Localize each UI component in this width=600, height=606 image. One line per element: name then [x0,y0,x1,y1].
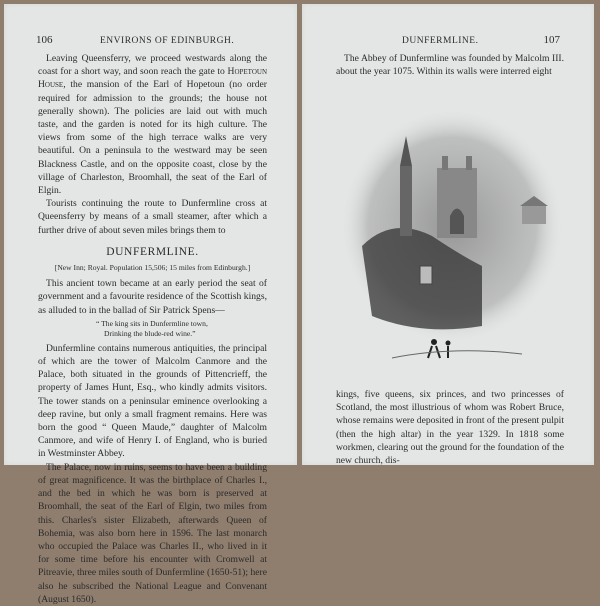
paragraph: The Palace, now in ruins, seems to have been a building of great magnificence. It was the birthplace of Charles I., and the bed in which he was born is preserved at Broomhall, the seat of the Earl of Elgin, two miles from this. Charles's sister Elizabeth, afterwards Queen of Bohemia, was also born here in 1596. The last monarch who occupied the Palace was Charles II., who lived in it for some time before his encounter with Cromwell at Pitreavie, three miles south of Dunfermline (1650-51); here also he subscribed the National League and Convenant (August 1650). [38,461,267,605]
left-page [4,4,297,605]
running-head: ENVIRONS OF EDINBURGH. [100,36,235,46]
page-number: 107 [543,34,560,46]
paragraph: Tourists continuing the route to Dunfermline cross at Queensferry by means of a small steamer, after which a further drive of about seven miles brings them to [38,198,267,236]
body-text-bottom: kings, five queens, six princes, and two princesses of Scotland, the most illustrious of whom was Robert Bruce, whose remains were deposited in front of the present pulpit (then the high altar) in the year 1329. In 1818 some workmen, clearing out the ground for the foundation of the new church, dis- [336,389,564,467]
right-page [302,4,594,465]
body-text [38,52,267,606]
running-head: DUNFERMLINE. [402,36,479,46]
paragraph: Leaving Queensferry, we proceed westwards along the coast for a short way, and soon reach the gate to Hopetoun House, the mansion of the Earl of Hopetoun (no order required for admission to the grounds; the house not generally shown). The policies are laid out with much taste, and the garden is noted for its high culture. The views from some of the high terrace walks are very beautiful. On a peninsula to the westward may be seen Blackness Castle, and on the opposite coast, close by the village of Charleston, Broomhall, the seat of the Earl of Elgin. [38,53,267,197]
paragraph: This ancient town became at an early period the seat of government and a favourite residence of the Scottish kings, as alluded to in the ballad of Sir Patrick Spens— [38,278,267,316]
section-title: DUNFERMLINE. [106,245,199,258]
page-number: 106 [36,34,53,46]
section-info: [New Inn; Royal. Population 15,506; 15 miles from Edinburgh.] [54,263,251,273]
verse-quote: “ The king sits in Dunfermline town, Drinking the blude-red wine.” [96,318,208,338]
paragraph: Dunfermline contains numerous antiquities, the principal of which are the tower of Malcolm Canmore and the Palace, both situated in the grounds of Pittencrieff, the property of James Hunt, Esq., who kindly admits visitors. The tower stands on a peninsular eminence overlooking a deep ravine, but only a small fragment remains. Here was born the good “ Queen Maude,” daughter of Malcolm Canmore, and wife of Henry I. of England, who is buried in Westminster Abbey. [38,342,267,460]
body-text-top: The Abbey of Dunfermline was founded by Malcolm III. about the year 1075. Within its walls were interred eight [336,53,564,78]
abbey-engraving [332,96,572,368]
